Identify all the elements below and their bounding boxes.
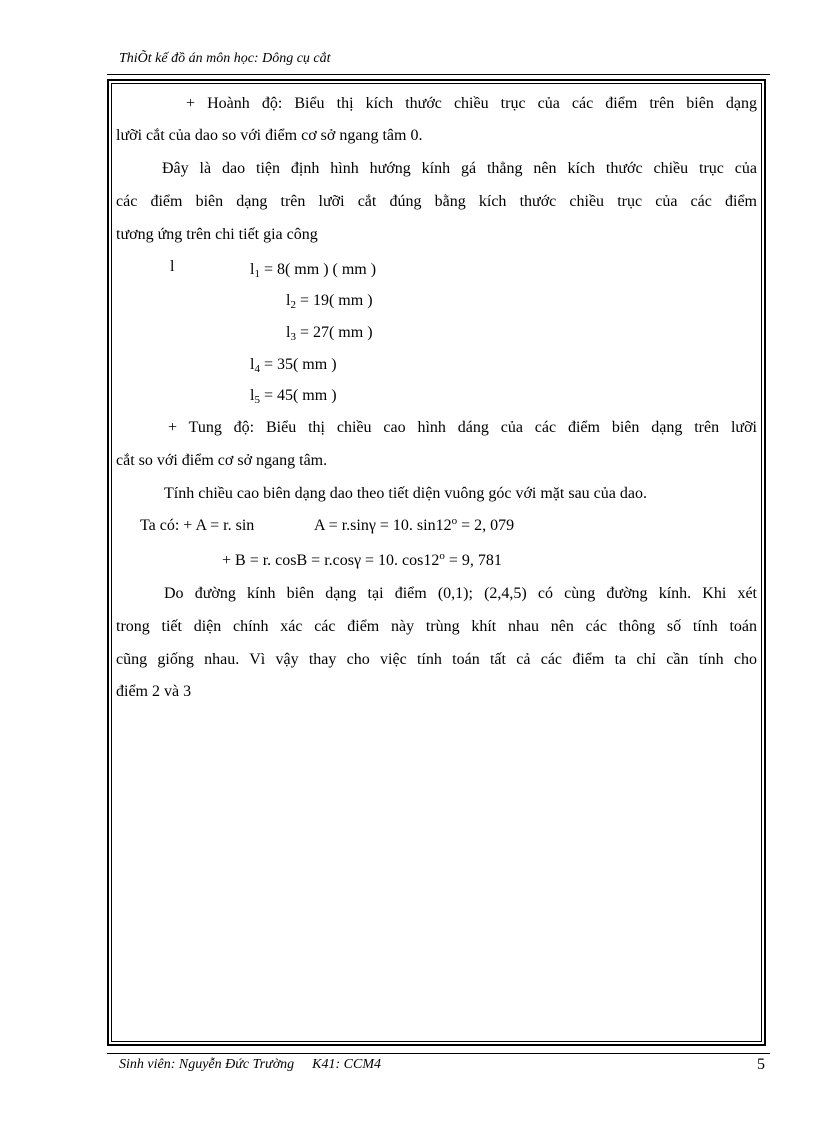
length-l1: $l_1 = 8$( mm ) ( mm ) [250, 261, 377, 280]
paragraph-duong-kinh-line-4: điểm 2 và 3 [116, 683, 192, 700]
paragraph-dao-tien-line-2: các điểm biên dạng trên lưỡi cắt đúng bằng kích thước chiều trục của các điểm [116, 193, 757, 210]
paragraph-duong-kinh-line-3: cũng giống nhau. Vì vậy thay cho việc tính toán tất cả các điểm ta chỉ cần tính cho [116, 651, 757, 668]
equation-b: + B = r. cosB = r.cosγ = 10. cos12$^o$ = 9, 781 [222, 550, 502, 569]
paragraph-hoanh-do-line-2: lưỡi cắt của dao so với điểm cơ sở ngang tâm 0. [116, 127, 423, 144]
footer-class: K41: CCM4 [312, 1057, 382, 1072]
length-l5: $l_5 = 45$( mm ) [250, 387, 337, 406]
paragraph-tung-do-line-2: cắt so với điểm cơ sở ngang tâm. [116, 452, 328, 469]
footer-student: Sinh viên: Nguyễn Đức Trường [119, 1057, 295, 1072]
paragraph-dao-tien-line-3: tương ứng trên chi tiết gia công [116, 226, 318, 243]
paragraph-tinh-chieu-cao: Tính chiều cao biên dạng dao theo tiết diện vuông góc với mặt sau của dao. [164, 485, 647, 502]
footer-rule [107, 1053, 770, 1054]
paragraph-duong-kinh-line-1: Do đường kính biên dạng tại điểm (0,1); (2,4,5) có cùng đường kính. Khi xét [164, 585, 757, 602]
equation-a-prefix: Ta có: + A = r. sin [140, 517, 255, 534]
equation-a: A = r.sinγ = 10. sin12$^o$ = 2, 079 [314, 515, 515, 534]
paragraph-dao-tien-line-1: Đây là dao tiện định hình hướng kính gá thẳng nên kích thước chiều trục của [162, 160, 757, 177]
page-header: ThiÕt kế đồ án môn học: Dông cụ cắt [119, 51, 331, 66]
header-rule [107, 74, 770, 75]
length-l2: $l_2 = 19$( mm ) [286, 292, 373, 311]
length-l4: $l_4 = 35$( mm ) [250, 356, 337, 375]
page-number: 5 [757, 1056, 765, 1073]
paragraph-hoanh-do-line-1: + Hoành độ: Biểu thị kích thước chiều trục của các điểm trên biên dạng [186, 95, 757, 112]
length-l3: $l_3 = 27$( mm ) [286, 324, 373, 343]
page-footer [119, 1057, 381, 1073]
paragraph-duong-kinh-line-2: trong tiết diện chính xác các điểm này trùng khít nhau nên các thông số tính toán [116, 618, 757, 635]
l-label: l [170, 258, 175, 275]
paragraph-tung-do-line-1: + Tung độ: Biểu thị chiều cao hình dáng của các điểm biên dạng trên lưỡi [168, 419, 757, 436]
